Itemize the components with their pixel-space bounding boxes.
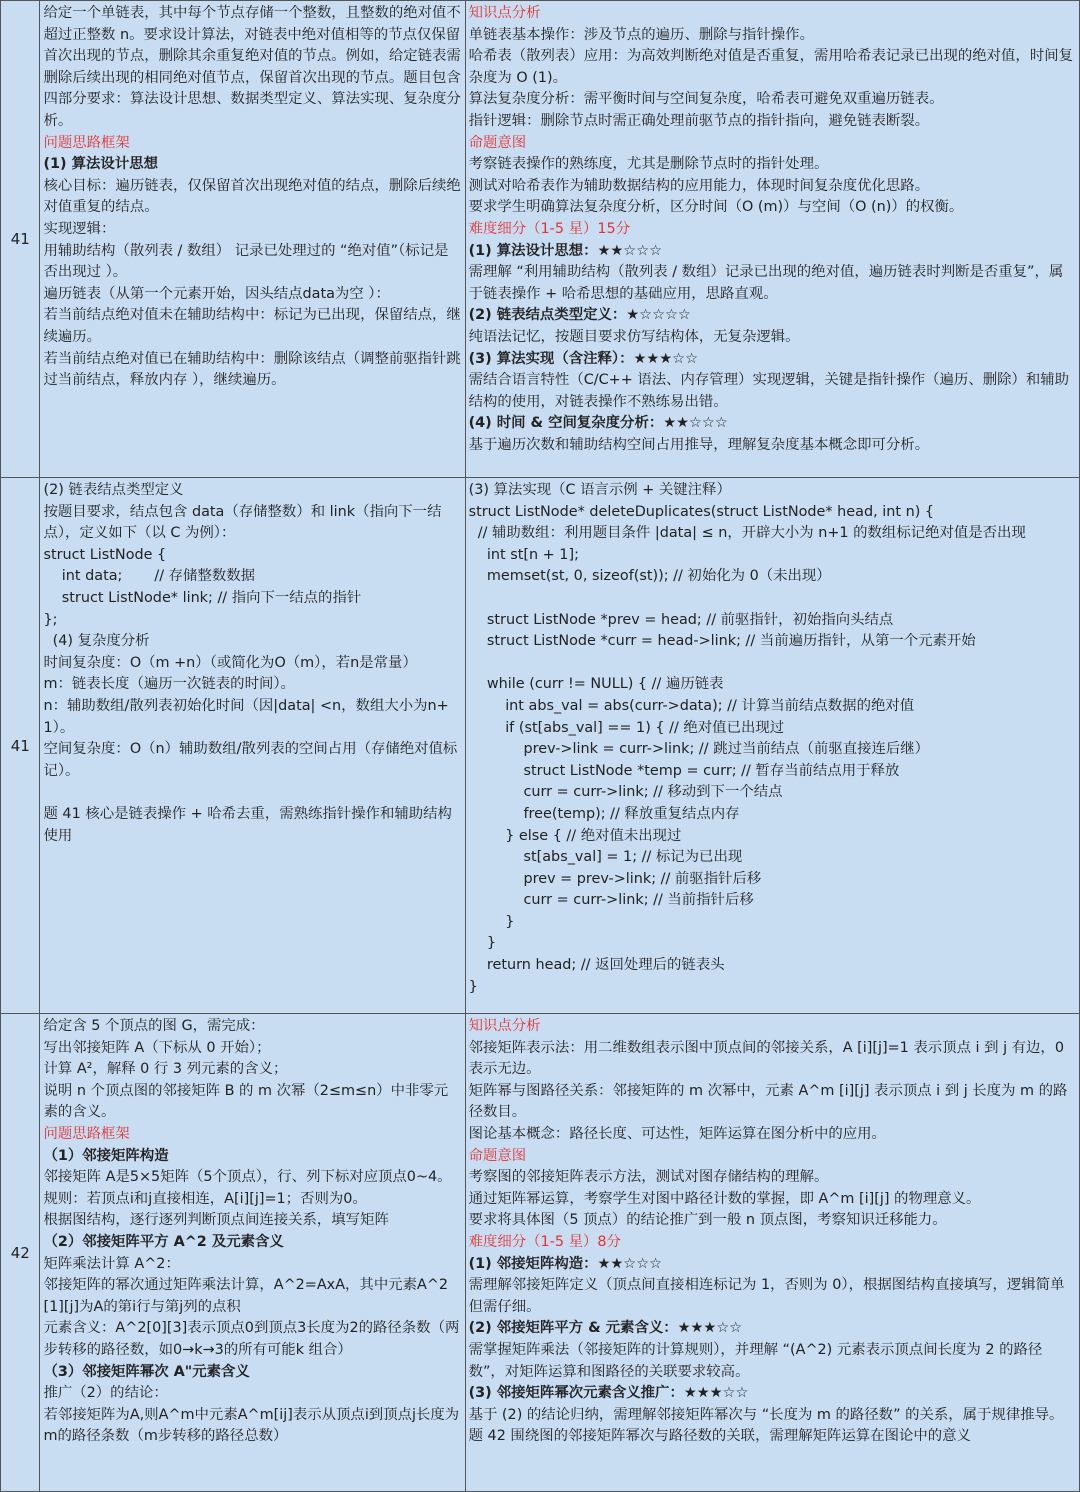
question-number: 41 [1,478,40,1014]
text-line: 邻接矩阵表示法：用二维数组表示图中顶点间的邻接关系，A [i][j]=1 表示顶点 i 到 j 有边，0 表示无边。 [468,1039,1069,1078]
text-line: 基于遍历次数和辅助结构空间占用推导，理解复杂度基本概念即可分析。 [468,436,930,453]
analysis-cell [465,1,1079,478]
text-line: 需理解 “利用辅助结构（散列表 / 数组）记录已出现的绝对值，遍历链表时判断是否重复”，属于链表操作 + 哈希思想的基础应用，思路直观。 [468,264,1064,302]
text-line: 基于 (2) 的结论归纳，需理解邻接矩阵幂次与 “长度为 m 的路径数” 的关系，属于规律推导。 [468,1406,1064,1423]
text-line: } [468,935,497,952]
text-line: } [468,978,478,995]
text-line [469,653,1076,675]
text-line: // 辅助数组：利用题目条件 |data| ≤ n，开辟大小为 n+1 的数组标记绝对值是否出现 [468,525,1026,542]
section-heading: 知识点分析 [468,5,541,21]
text-line: } [468,913,515,930]
text-line: 矩阵乘法计算 A^2： [43,1255,180,1272]
subsection-heading: (3) 邻接矩阵幂次元素含义推广：★★★☆☆ [468,1385,749,1402]
text-line: 给定含 5 个顶点的图 G，需完成： [43,1018,265,1034]
section-heading: 命题意图 [468,1147,527,1164]
text-line: n：辅助数组/散列表初始化时间（因|data| <n，数组大小为n+1）。 [43,697,449,736]
text-line: 考察图的邻接矩阵表示方法，测试对图存储结构的理解。 [468,1169,829,1186]
text-line: 若邻接矩阵为A,则A^m中元素A^m[ij]表示从顶点i到顶点j长度为m的路径条数（m步转移的路径总数） [43,1406,460,1445]
text-line: 遍历链表（从第一个元素开始，因头结点data为空 ）： [43,285,390,302]
section-heading: 知识点分析 [468,1018,541,1034]
text-line: 核心目标：遍历链表，仅保留首次出现绝对值的结点，删除后续绝对值重复的结点。 [43,177,461,216]
question-cell [40,1,465,478]
text-line: return head; // 返回处理后的链表头 [468,957,725,974]
text-line: struct ListNode *temp = curr; // 暂存当前结点用于释放 [468,762,900,779]
text-line: 算法复杂度分析：需平衡时间与空间复杂度，哈希表可避免双重遍历链表。 [468,91,944,108]
text-line: 要求学生明确算法复杂度分析，区分时间（O (m)）与空间（O (n)）的权衡。 [468,199,964,216]
text-line: struct ListNode* link; // 指向下一结点的指针 [43,589,362,606]
text-line: 邻接矩阵 A是5×5矩阵（5个顶点），行、列下标对应顶点0~4。 [43,1169,452,1186]
text-line: 邻接矩阵的幂次通过矩阵乘法计算，A^2=AxA，其中元素A^2[1][j]为A的第i行与第j列的点积 [43,1277,449,1315]
text-line: 实现逻辑： [43,220,116,237]
text-line: m：链表长度（遍历一次链表的时间）。 [43,676,295,693]
table-row [1,1014,1080,1492]
text-line: struct ListNode *prev = head; // 前驱指针，初始指向头结点 [468,611,894,628]
text-line: (2) 链表结点类型定义 [43,482,184,498]
text-line: 矩阵幂与图路径关系：邻接矩阵的 m 次幂中，元素 A^m [i][j] 表示顶点 i 到 j 长度为 m 的路径数目。 [468,1082,1068,1121]
text-line: prev = prev->link; // 前驱指针后移 [468,870,762,887]
text-line: int abs_val = abs(curr->data); // 计算当前结点数据的绝对值 [468,697,915,714]
text-line: 按题目要求，结点包含 data（存储整数）和 link（指向下一结点），定义如下（以 C 为例）： [43,503,442,542]
text-line: 说明 n 个顶点图的邻接矩阵 B 的 m 次幂（2≤m≤n）中非零元素的含义。 [43,1082,449,1121]
text-line: 指针逻辑：删除节点时需正确处理前驱节点的指针指向，避免链表断裂。 [468,112,930,129]
text-line: 需结合语言特性（C/C++ 语法、内存管理）实现逻辑，关键是指针操作（遍历、删除）和辅助结构的使用，对链表操作不熟练易出错。 [468,372,1070,410]
text-line: 用辅助结构（散列表 / 数组） 记录已处理过的 “绝对值”（标记是否出现过 ）。 [43,242,449,281]
text-line: 时间复杂度：O（m +n）（或简化为O（m），若n是常量） [43,654,417,671]
text-line: 规则：若顶点i和j直接相连，A[i][j]=1；否则为0。 [43,1190,367,1207]
section-heading: 命题意图 [468,134,527,151]
text-line: (4) 复杂度分析 [43,633,150,650]
question-number: 41 [1,1,40,478]
subsection-heading: (3) 算法实现（含注释）：★★★☆☆ [468,350,698,367]
question-cell [40,1014,465,1492]
text-line: int st[n + 1]; [468,546,579,563]
code-definition-cell [40,478,465,1014]
text-line: struct ListNode *curr = head->link; // 当前遍历指针，从第一个元素开始 [468,633,976,650]
text-line: free(temp); // 释放重复结点内存 [468,805,740,822]
text-line: curr = curr->link; // 移动到下一个结点 [468,784,783,801]
text-line: struct ListNode { [43,546,167,563]
subsection-heading: (2) 链表结点类型定义：★☆☆☆☆ [468,307,691,324]
subsection-heading: （1）邻接矩阵构造 [43,1147,169,1164]
text-line: 给定一个单链表，其中每个节点存储一个整数，且整数的绝对值不超过正整数 n。要求设计算法，对链表中绝对值相等的节点仅保留首次出现的节点，删除其余重复绝对值的节点。例如，给定链表需删除后续出现的相同绝对值节点，保留首次出现的节点。题目包含四部分要求：算法设计思想、数据类型定义、算法实现、复杂度分析。 [43,5,461,129]
cell-content [43,480,461,847]
text-line: 元素含义：A^2[0][3]表示顶点0到顶点3长度为2的路径条数（两步转移的路径数，如0→k→3的所有可能k 组合） [43,1320,460,1358]
text-line: 单链表基本操作：涉及节点的遍历、删除与指针操作。 [468,26,814,43]
analysis-cell [465,1014,1079,1492]
text-line: (3) 算法实现（C 语言示例 + 关键注释） [468,482,731,498]
text-line: 若当前结点绝对值已在辅助结构中：删除该结点（调整前驱指针跳过当前结点，释放内存 ），继续遍历。 [43,350,461,389]
table-row [1,478,1080,1014]
text-line: prev->link = curr->link; // 跳过当前结点（前驱直接连后继） [468,741,930,758]
text-line: 纯语法记忆，按题目要求仿写结构体，无复杂逻辑。 [468,328,800,345]
text-line: 根据图结构，逐行逐列判断顶点间连接关系，填写矩阵 [43,1212,389,1229]
subsection-heading: (1) 邻接矩阵构造：★★☆☆☆ [468,1255,662,1272]
cell-content [469,1016,1076,1448]
text-line: }; [43,611,58,628]
text-line: 推广（2）的结论： [43,1385,168,1402]
subsection-heading: （2）邻接矩阵平方 A^2 及元素含义 [43,1233,284,1250]
subsection-heading: (4) 时间 & 空间复杂度分析：★★☆☆☆ [468,415,728,432]
text-line: 考察链表操作的熟练度，尤其是删除节点时的指针处理。 [468,156,829,173]
text-line: 图论基本概念：路径长度、可达性，矩阵运算在图分析中的应用。 [468,1125,886,1142]
cell-content [469,3,1076,456]
section-heading: 难度细分（1-5 星）8分 [468,1233,621,1250]
text-line: 需理解邻接矩阵定义（顶点间直接相连标记为 1，否则为 0），根据图结构直接填写，逻辑简单但需仔细。 [468,1277,1065,1315]
cell-content [43,3,461,392]
subsection-heading: (1) 算法设计思想：★★☆☆☆ [468,242,662,259]
text-line: 题 42 围绕图的邻接矩阵幂次与路径数的关联，需理解矩阵运算在图论中的意义 [468,1428,971,1445]
table-row [1,1,1080,478]
text-line [469,588,1076,610]
text-line: curr = curr->link; // 当前指针后移 [468,892,754,909]
text-line: 测试对哈希表作为辅助数据结构的应用能力，体现时间复杂度优化思路。 [468,177,930,194]
text-line: memset(st, 0, sizeof(st)); // 初始化为 0（未出现） [468,568,831,585]
text-line: 哈希表（散列表）应用：为高效判断绝对值是否重复，需用哈希表记录已出现的绝对值，时间复杂度为 O (1)。 [468,48,1073,86]
text-line: 空间复杂度：O（n）辅助数组/散列表的空间占用（存储绝对值标记）。 [43,741,458,779]
section-heading: 问题思路框架 [43,1125,130,1142]
code-implementation-cell [465,478,1079,1014]
text-line [43,782,461,804]
text-line: 计算 A²，解释 0 行 3 列元素的含义； [43,1061,288,1078]
subsection-heading: (2) 邻接矩阵平方 & 元素含义：★★★☆☆ [468,1320,743,1337]
text-line: } else { // 绝对值未出现过 [468,827,682,844]
text-line: 要求将具体图（5 顶点）的结论推广到一般 n 顶点图，考察知识迁移能力。 [468,1212,947,1229]
text-line: st[abs_val] = 1; // 标记为已出现 [468,849,743,866]
question-number: 42 [1,1014,40,1492]
text-line: 题 41 核心是链表操作 + 哈希去重，需熟练指针操作和辅助结构使用 [43,805,452,844]
text-line: if (st[abs_val] == 1) { // 绝对值已出现过 [468,719,785,736]
text-line: 需掌握矩阵乘法（邻接矩阵的计算规则），并理解 “(A^2) 元素表示顶点间长度为 2 的路径数”，对矩阵运算和图路径的关联要求较高。 [468,1341,1043,1380]
text-line: 通过矩阵幂运算，考察学生对图中路径计数的掌握，即 A^m [i][j] 的物理意义。 [468,1190,981,1207]
subsection-heading: （3）邻接矩阵幂次 A"元素含义 [43,1363,250,1380]
text-line: int data; // 存储整数数据 [43,568,256,585]
text-line: 若当前结点绝对值未在辅助结构中：标记为已出现，保留结点，继续遍历。 [43,307,461,345]
cell-content [469,480,1076,998]
section-heading: 问题思路框架 [43,134,130,151]
text-line: 写出邻接矩阵 A（下标从 0 开始）； [43,1039,271,1056]
text-line: while (curr != NULL) { // 遍历链表 [468,676,724,693]
text-line: struct ListNode* deleteDuplicates(struct ListNode* head, int n) { [468,503,935,520]
subsection-heading: (1) 算法设计思想 [43,156,158,173]
section-heading: 难度细分（1-5 星）15分 [468,220,631,237]
cell-content [43,1016,461,1448]
